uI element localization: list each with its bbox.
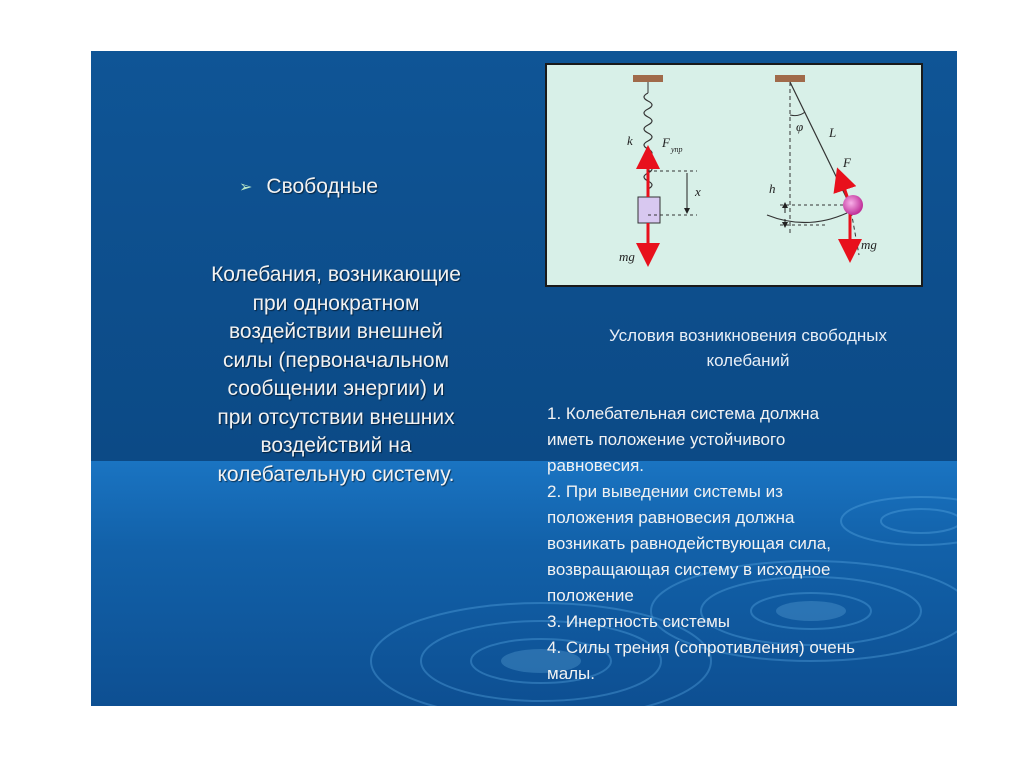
pendulum-mount [775,75,805,82]
condition-line: положение [547,586,634,605]
height-label: h [769,181,776,196]
spring-pendulum [619,75,701,264]
bullet-title: Свободные [266,175,379,198]
condition-line: возвращающая систему в исходное [547,560,831,579]
condition-line: 2. При выведении системы из [547,482,783,501]
spring-force-label: F [662,135,670,150]
definition-text [151,261,521,489]
definition-line: силы (первоначальном [222,348,450,372]
gravity-label-right: mg [861,237,877,252]
condition-line: 4. Силы трения (сопротивления) очень [547,638,856,657]
length-label: L [829,125,837,140]
displacement-label: x [695,184,701,199]
spring-block [638,197,660,223]
condition-line: возникать равнодействующая сила, [547,534,831,553]
conditions-title-line: Условия возникновения свободных [609,326,887,345]
pendulum-string [790,82,850,205]
spring-mount [633,75,663,82]
condition-line: 3. Инертность системы [547,612,730,631]
pendulum-bob [843,195,863,215]
oscillator-diagram [545,63,923,287]
pendulum-arc [767,213,847,223]
conditions-title-line: колебаний [706,351,790,370]
oscillator-diagram-svg [547,65,921,285]
definition-line: воздействии внешней [228,320,444,343]
condition-line: 1. Колебательная система должна [547,404,820,423]
conditions-list [547,401,951,687]
bullet-arrow-icon: ➢ [239,179,253,196]
restoring-force-label: F [843,155,851,170]
definition-line: Колебания, возникающие [211,263,461,286]
condition-line: малы. [547,664,596,683]
condition-line: иметь положение устойчивого [547,430,786,449]
spring-k-label: k [627,133,633,148]
slide [91,51,957,706]
definition-line: колебательную систему. [217,462,455,486]
condition-line: положения равновесия должна [547,508,795,527]
definition-line: при однократном [252,291,420,315]
conditions-title [553,323,943,373]
definition-line: воздействий на [260,434,412,457]
angle-label: φ [796,119,804,134]
mathematical-pendulum [767,75,877,257]
spring-force-subscript: упр [671,145,683,154]
condition-line: равновесия. [547,456,645,475]
definition-line: сообщении энергии) и [227,377,445,400]
bullet-free-oscillations [239,175,378,199]
gravity-label-left: mg [619,249,635,264]
definition-line: при отсутствии внешних [217,405,455,429]
